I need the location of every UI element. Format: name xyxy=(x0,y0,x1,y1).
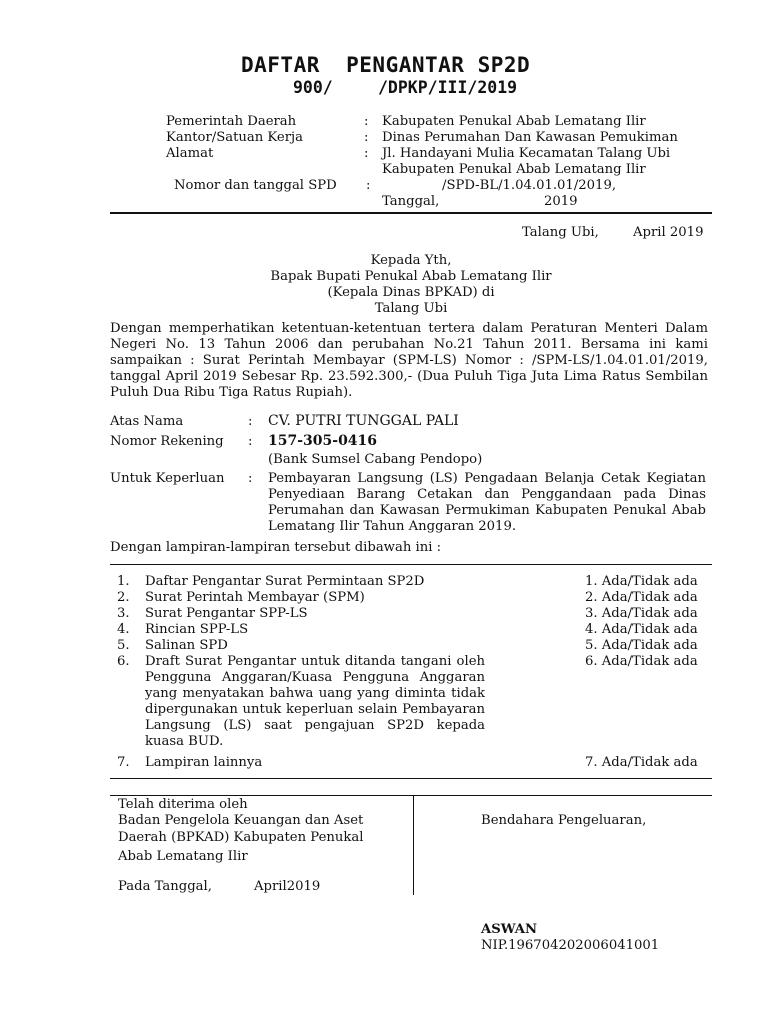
footer-top-divider xyxy=(110,795,712,796)
account-number: 157-305-0416 xyxy=(268,433,378,449)
info-value-alamat: Jl. Handayani Mulia Kecamatan Talang Ubi xyxy=(382,146,671,161)
received-date-label: Pada Tanggal, xyxy=(118,879,212,894)
attachments-bottom-divider xyxy=(110,778,712,779)
attachments-intro: Dengan lampiran-lampiran tersebut dibawah ini : xyxy=(110,540,442,555)
received-line-3: Daerah (BPKAD) Kabupaten Penukal xyxy=(118,830,364,845)
info-value-alamat-2: Kabupaten Penukal Abab Lematang Ilir xyxy=(382,162,646,177)
recipient-line-2: Bapak Bupati Penukal Abab Lematang Ilir xyxy=(270,269,552,284)
received-line-1: Telah diterima oleh xyxy=(118,797,248,812)
payee-colon: : xyxy=(248,414,253,429)
spd-number: /SPD-BL/1.04.01.01/2019, xyxy=(442,178,617,193)
recipient-line-3: (Kepala Dinas BPKAD) di xyxy=(327,285,495,300)
recipient-line-1: Kepada Yth, xyxy=(370,253,452,268)
spd-date-label: Tanggal, xyxy=(382,194,440,209)
treasurer-title: Bendahara Pengeluaran, xyxy=(481,813,647,828)
attachment-number: 2. xyxy=(117,590,130,605)
attachment-number: 1. xyxy=(117,574,130,589)
info-label-alamat: Alamat xyxy=(166,146,214,161)
attachment-status: 4. Ada/Tidak ada xyxy=(585,622,698,637)
attachment-number: 5. xyxy=(117,638,130,653)
info-value-pemda: Kabupaten Penukal Abab Lematang Ilir xyxy=(382,114,646,129)
info-label-kantor: Kantor/Satuan Kerja xyxy=(166,130,303,145)
info-value-kantor: Dinas Perumahan Dan Kawasan Pemukiman xyxy=(382,130,678,145)
attachment-number: 7. xyxy=(117,755,130,770)
attachment-status: 2. Ada/Tidak ada xyxy=(585,590,698,605)
attachment-status: 5. Ada/Tidak ada xyxy=(585,638,698,653)
signer-nip: NIP.196704202006041001 xyxy=(481,938,660,953)
place: Talang Ubi, xyxy=(522,225,599,240)
purpose-colon: : xyxy=(248,471,253,486)
info-colon: : xyxy=(364,146,369,161)
attachment-status: 6. Ada/Tidak ada xyxy=(585,654,698,669)
attachment-text: Draft Surat Pengantar untuk ditanda tangani oleh Pengguna Anggaran/Kuasa Pengguna Anggaran yang menyatakan bahwa uang yang diminta tidak dipergunakan untuk keperluan selain Pembayaran Langsung (LS) saat pengajuan SP2D kepada kuasa BUD. xyxy=(145,654,485,749)
info-colon: : xyxy=(364,130,369,145)
attachments-top-divider xyxy=(110,564,712,565)
attachment-status: 3. Ada/Tidak ada xyxy=(585,606,698,621)
recipient-line-4: Talang Ubi xyxy=(374,301,448,316)
attachment-text: Rincian SPP-LS xyxy=(145,622,249,637)
attachment-status: 7. Ada/Tidak ada xyxy=(585,755,698,770)
attachment-text: Lampiran lainnya xyxy=(145,755,263,770)
payee-name-label: Atas Nama xyxy=(110,414,184,429)
purpose-label: Untuk Keperluan xyxy=(110,471,225,486)
letter-number-prefix: 900/ xyxy=(293,78,333,97)
info-label-pemda: Pemerintah Daerah xyxy=(166,114,297,129)
attachment-number: 3. xyxy=(117,606,130,621)
account-colon: : xyxy=(248,434,253,449)
letter-number-suffix: /DPKP/III/2019 xyxy=(378,78,518,97)
footer-column-divider xyxy=(413,795,414,895)
bank-name: (Bank Sumsel Cabang Pendopo) xyxy=(268,452,483,467)
info-colon: : xyxy=(364,114,369,129)
spd-label: Nomor dan tanggal SPD xyxy=(174,178,337,193)
account-label: Nomor Rekening xyxy=(110,434,224,449)
attachment-text: Surat Perintah Membayar (SPM) xyxy=(145,590,365,605)
attachment-status: 1. Ada/Tidak ada xyxy=(585,574,698,589)
spd-date-year: 2019 xyxy=(544,194,578,209)
body-paragraph: Dengan memperhatikan ketentuan-ketentuan tertera dalam Peraturan Menteri Dalam Negeri No. 13 Tahun 2006 dan perubahan No.21 Tahun 2011. Bersama ini kami sampaikan : Surat Perintah Membayar (SPM-LS) Nomor : /SPM-LS/1.04.01.01/2019, tanggal April 2019 Sebesar Rp. 23.592.300,- (Dua Puluh Tiga Juta Lima Ratus Sembilan Puluh Dua Ribu Tiga Ratus Rupiah). xyxy=(110,321,708,400)
purpose-text: Pembayaran Langsung (LS) Pengadaan Belanja Cetak Kegiatan Penyediaan Barang Cetakan dan Penggandaan pada Dinas Perumahan dan Kawasan Permukiman Kabupaten Penukal Abab Lematang Ilir Tahun Anggaran 2019. xyxy=(268,471,706,534)
attachment-number: 4. xyxy=(117,622,130,637)
received-line-2: Badan Pengelola Keuangan dan Aset xyxy=(118,813,364,828)
payee-name: CV. PUTRI TUNGGAL PALI xyxy=(268,413,459,429)
header-divider xyxy=(110,212,712,214)
attachment-text: Daftar Pengantar Surat Permintaan SP2D xyxy=(145,574,425,589)
letter-date: April 2019 xyxy=(633,225,704,240)
received-line-4: Abab Lematang Ilir xyxy=(118,849,248,864)
attachment-number: 6. xyxy=(117,654,130,669)
spd-colon: : xyxy=(366,178,371,193)
attachment-text: Surat Pengantar SPP-LS xyxy=(145,606,308,621)
received-date-value: April2019 xyxy=(254,879,321,894)
attachment-text: Salinan SPD xyxy=(145,638,228,653)
signer-name: ASWAN xyxy=(481,922,538,937)
document-title: DAFTAR PENGANTAR SP2D xyxy=(241,53,531,77)
